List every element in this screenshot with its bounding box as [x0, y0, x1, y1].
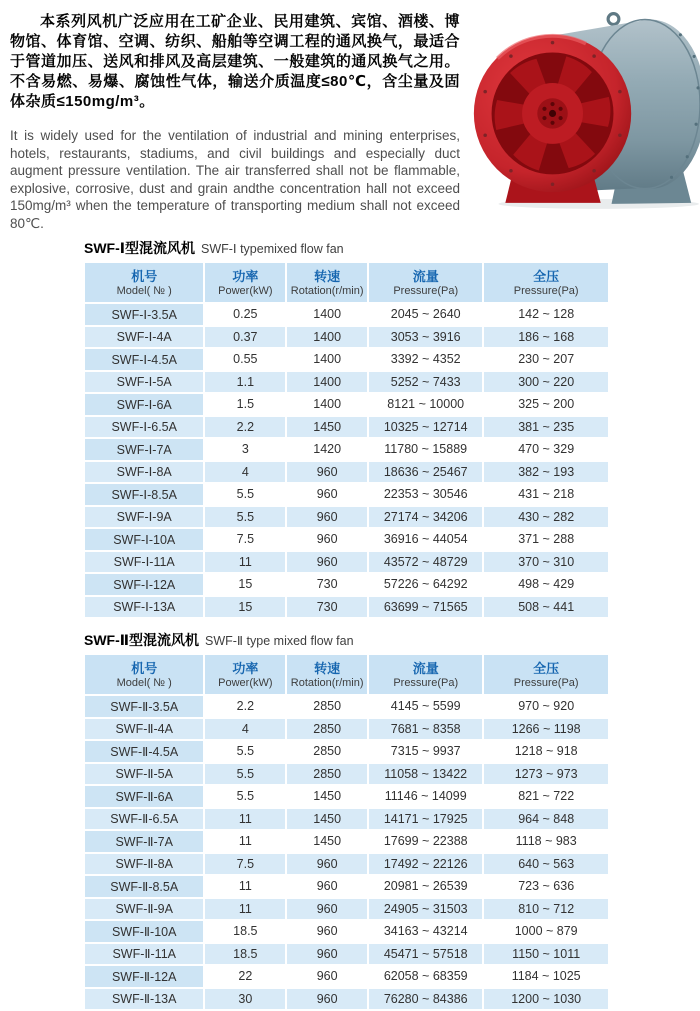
intro-section: [0, 0, 700, 240]
column-header-3: [369, 655, 482, 694]
value-cell: 4: [205, 719, 285, 740]
value-cell: 1150 ~ 1011: [484, 944, 608, 965]
table-row: [85, 854, 608, 875]
value-cell: 430 ~ 282: [484, 507, 608, 528]
column-header-0: [85, 655, 203, 694]
value-cell: 5.5: [205, 741, 285, 762]
model-cell: SWF-Ⅱ-5A: [85, 764, 203, 785]
value-cell: 960: [287, 966, 367, 987]
column-header-3: [369, 263, 482, 302]
value-cell: 36916 ~ 44054: [369, 529, 482, 550]
mixed-flow-fan-image: [466, 8, 700, 212]
value-cell: 960: [287, 854, 367, 875]
column-header-en: Rotation(r/min): [290, 677, 364, 689]
value-cell: 15: [205, 597, 285, 618]
column-header-zh: 流量: [412, 269, 439, 284]
value-cell: 5.5: [205, 786, 285, 807]
column-header-zh: 全压: [533, 661, 560, 676]
value-cell: 43572 ~ 48729: [369, 552, 482, 573]
model-cell: SWF-Ⅰ-9A: [85, 507, 203, 528]
value-cell: 960: [287, 899, 367, 920]
value-cell: 7681 ~ 8358: [369, 719, 482, 740]
column-header-zh: 功率: [232, 269, 259, 284]
value-cell: 5.5: [205, 764, 285, 785]
table-row: [85, 809, 608, 830]
value-cell: 20981 ~ 26539: [369, 876, 482, 897]
value-cell: 960: [287, 944, 367, 965]
model-cell: SWF-Ⅰ-6A: [85, 394, 203, 415]
value-cell: 1266 ~ 1198: [484, 719, 608, 740]
value-cell: 22: [205, 966, 285, 987]
value-cell: 3053 ~ 3916: [369, 327, 482, 348]
value-cell: 5.5: [205, 484, 285, 505]
table-title-en: SWF-Ⅰ typemixed flow fan: [200, 242, 344, 256]
column-header-2: [287, 263, 367, 302]
table-row: [85, 529, 608, 550]
table-row: [85, 349, 608, 370]
model-cell: SWF-Ⅱ-12A: [85, 966, 203, 987]
value-cell: 24905 ~ 31503: [369, 899, 482, 920]
value-cell: 11: [205, 552, 285, 573]
column-header-0: [85, 263, 203, 302]
product-photo-mixed-flow-fan: [460, 6, 700, 240]
table-row: [85, 764, 608, 785]
value-cell: 7.5: [205, 854, 285, 875]
table-row: [85, 417, 608, 438]
value-cell: 57226 ~ 64292: [369, 574, 482, 595]
table-title: [84, 632, 610, 650]
table-row: [85, 786, 608, 807]
value-cell: 470 ~ 329: [484, 439, 608, 460]
table-row: [85, 989, 608, 1010]
table-row: [85, 439, 608, 460]
column-header-1: [205, 263, 285, 302]
table-row: [85, 966, 608, 987]
table-title-en: SWF-Ⅱ type mixed flow fan: [205, 634, 354, 648]
value-cell: 0.37: [205, 327, 285, 348]
value-cell: 2045 ~ 2640: [369, 304, 482, 325]
value-cell: 62058 ~ 68359: [369, 966, 482, 987]
value-cell: 371 ~ 288: [484, 529, 608, 550]
value-cell: 1118 ~ 983: [484, 831, 608, 852]
model-cell: SWF-Ⅱ-7A: [85, 831, 203, 852]
value-cell: 2850: [287, 696, 367, 717]
model-cell: SWF-Ⅰ-5A: [85, 372, 203, 393]
intro-paragraph-zh: 本系列风机广泛应用在工矿企业、民用建筑、宾馆、酒楼、博物馆、体育馆、空调、纺织、船舶等空调工程的通风换气，最适合于管道加压、送风和排风及高层建筑、一般建筑的通风换气之用。不含易燃、易爆、腐蚀性气体，输送介质温度≤80℃，含尘量及固体杂质≤150mg/m³。: [10, 13, 460, 110]
column-header-4: [484, 655, 608, 694]
model-cell: SWF-Ⅱ-11A: [85, 944, 203, 965]
value-cell: 3: [205, 439, 285, 460]
table-row: [85, 462, 608, 483]
value-cell: 1400: [287, 372, 367, 393]
value-cell: 821 ~ 722: [484, 786, 608, 807]
value-cell: 325 ~ 200: [484, 394, 608, 415]
value-cell: 370 ~ 310: [484, 552, 608, 573]
table-row: [85, 741, 608, 762]
value-cell: 186 ~ 168: [484, 327, 608, 348]
value-cell: 960: [287, 484, 367, 505]
value-cell: 11: [205, 809, 285, 830]
value-cell: 30: [205, 989, 285, 1010]
model-cell: SWF-Ⅰ-7A: [85, 439, 203, 460]
value-cell: 142 ~ 128: [484, 304, 608, 325]
model-cell: SWF-Ⅰ-8A: [85, 462, 203, 483]
table-row: [85, 394, 608, 415]
value-cell: 5252 ~ 7433: [369, 372, 482, 393]
value-cell: 964 ~ 848: [484, 809, 608, 830]
column-header-zh: 功率: [232, 661, 259, 676]
value-cell: 0.55: [205, 349, 285, 370]
table-title-zh: SWF-Ⅰ型混流风机: [84, 240, 195, 256]
table-row: [85, 574, 608, 595]
model-cell: SWF-Ⅰ-3.5A: [85, 304, 203, 325]
value-cell: 1.5: [205, 394, 285, 415]
value-cell: 2850: [287, 719, 367, 740]
model-cell: SWF-Ⅱ-6.5A: [85, 809, 203, 830]
value-cell: 300 ~ 220: [484, 372, 608, 393]
value-cell: 230 ~ 207: [484, 349, 608, 370]
value-cell: 14171 ~ 17925: [369, 809, 482, 830]
table-row: [85, 944, 608, 965]
value-cell: 960: [287, 507, 367, 528]
column-header-en: Power(kW): [218, 285, 273, 297]
value-cell: 11058 ~ 13422: [369, 764, 482, 785]
value-cell: 382 ~ 193: [484, 462, 608, 483]
value-cell: 1400: [287, 304, 367, 325]
value-cell: 1400: [287, 349, 367, 370]
table-row: [85, 484, 608, 505]
value-cell: 18.5: [205, 921, 285, 942]
model-cell: SWF-Ⅰ-12A: [85, 574, 203, 595]
table-row: [85, 552, 608, 573]
value-cell: 431 ~ 218: [484, 484, 608, 505]
column-header-en: Pressure(Pa): [393, 677, 459, 689]
value-cell: 11: [205, 876, 285, 897]
value-cell: 960: [287, 921, 367, 942]
value-cell: 960: [287, 989, 367, 1010]
table-row: [85, 507, 608, 528]
value-cell: 4145 ~ 5599: [369, 696, 482, 717]
table-row: [85, 304, 608, 325]
spec-table-1: [83, 261, 610, 619]
value-cell: 18.5: [205, 944, 285, 965]
value-cell: 960: [287, 462, 367, 483]
value-cell: 2.2: [205, 696, 285, 717]
value-cell: 11: [205, 831, 285, 852]
value-cell: 1420: [287, 439, 367, 460]
value-cell: 0.25: [205, 304, 285, 325]
value-cell: 1450: [287, 786, 367, 807]
table-row: [85, 372, 608, 393]
column-header-en: Model( № ): [116, 285, 172, 297]
column-header-zh: 流量: [412, 661, 439, 676]
column-header-zh: 转速: [314, 269, 341, 284]
column-header-en: Pressure(Pa): [513, 285, 579, 297]
value-cell: 730: [287, 574, 367, 595]
value-cell: 11146 ~ 14099: [369, 786, 482, 807]
value-cell: 730: [287, 597, 367, 618]
value-cell: 7.5: [205, 529, 285, 550]
column-header-2: [287, 655, 367, 694]
value-cell: 11: [205, 899, 285, 920]
value-cell: 960: [287, 876, 367, 897]
value-cell: 1.1: [205, 372, 285, 393]
value-cell: 1200 ~ 1030: [484, 989, 608, 1010]
value-cell: 10325 ~ 12714: [369, 417, 482, 438]
value-cell: 1000 ~ 879: [484, 921, 608, 942]
intro-text-column: [10, 6, 460, 240]
value-cell: 723 ~ 636: [484, 876, 608, 897]
model-cell: SWF-Ⅰ-8.5A: [85, 484, 203, 505]
table-row: [85, 696, 608, 717]
model-cell: SWF-Ⅰ-6.5A: [85, 417, 203, 438]
value-cell: 45471 ~ 57518: [369, 944, 482, 965]
value-cell: 34163 ~ 43214: [369, 921, 482, 942]
value-cell: 508 ~ 441: [484, 597, 608, 618]
value-cell: 17699 ~ 22388: [369, 831, 482, 852]
model-cell: SWF-Ⅱ-3.5A: [85, 696, 203, 717]
value-cell: 1273 ~ 973: [484, 764, 608, 785]
model-cell: SWF-Ⅰ-10A: [85, 529, 203, 550]
column-header-zh: 机号: [131, 661, 158, 676]
value-cell: 1400: [287, 394, 367, 415]
value-cell: 498 ~ 429: [484, 574, 608, 595]
value-cell: 960: [287, 529, 367, 550]
spec-tables-container: [0, 240, 700, 1011]
table-row: [85, 597, 608, 618]
value-cell: 18636 ~ 25467: [369, 462, 482, 483]
model-cell: SWF-Ⅱ-9A: [85, 899, 203, 920]
model-cell: SWF-Ⅰ-13A: [85, 597, 203, 618]
value-cell: 1450: [287, 809, 367, 830]
value-cell: 1450: [287, 417, 367, 438]
value-cell: 15: [205, 574, 285, 595]
value-cell: 76280 ~ 84386: [369, 989, 482, 1010]
column-header-en: Rotation(r/min): [290, 285, 364, 297]
model-cell: SWF-Ⅰ-11A: [85, 552, 203, 573]
value-cell: 1400: [287, 327, 367, 348]
value-cell: 17492 ~ 22126: [369, 854, 482, 875]
model-cell: SWF-Ⅰ-4A: [85, 327, 203, 348]
value-cell: 381 ~ 235: [484, 417, 608, 438]
value-cell: 2.2: [205, 417, 285, 438]
value-cell: 8121 ~ 10000: [369, 394, 482, 415]
table-row: [85, 876, 608, 897]
column-header-en: Pressure(Pa): [513, 677, 579, 689]
column-header-zh: 全压: [533, 269, 560, 284]
value-cell: 63699 ~ 71565: [369, 597, 482, 618]
model-cell: SWF-Ⅱ-6A: [85, 786, 203, 807]
spec-table-2: [83, 653, 610, 1011]
value-cell: 4: [205, 462, 285, 483]
model-cell: SWF-Ⅱ-10A: [85, 921, 203, 942]
value-cell: 27174 ~ 34206: [369, 507, 482, 528]
value-cell: 22353 ~ 30546: [369, 484, 482, 505]
value-cell: 960: [287, 552, 367, 573]
value-cell: 1218 ~ 918: [484, 741, 608, 762]
table-row: [85, 921, 608, 942]
value-cell: 3392 ~ 4352: [369, 349, 482, 370]
value-cell: 1450: [287, 831, 367, 852]
model-cell: SWF-Ⅱ-4.5A: [85, 741, 203, 762]
value-cell: 1184 ~ 1025: [484, 966, 608, 987]
value-cell: 640 ~ 563: [484, 854, 608, 875]
model-cell: SWF-Ⅱ-8.5A: [85, 876, 203, 897]
table-row: [85, 899, 608, 920]
column-header-en: Pressure(Pa): [393, 285, 459, 297]
value-cell: 970 ~ 920: [484, 696, 608, 717]
table-row: [85, 831, 608, 852]
table-title-zh: SWF-Ⅱ型混流风机: [84, 632, 199, 648]
spec-section-2: [83, 632, 610, 1011]
value-cell: 2850: [287, 741, 367, 762]
model-cell: SWF-Ⅱ-8A: [85, 854, 203, 875]
value-cell: 2850: [287, 764, 367, 785]
value-cell: 810 ~ 712: [484, 899, 608, 920]
column-header-en: Power(kW): [218, 677, 273, 689]
intro-paragraph-en: It is widely used for the ventilation of industrial and mining enterprises, hotels, restaurants, stadiums, and civil buildings and especially duct augment pressure ventilation. The air transferred shall not be flammable, explosive, corrosive, dust and grain andthe concentration hall not exceed 150mg/m³ when the temperature of transporting medium shall not exceed 80℃.: [10, 128, 460, 231]
column-header-en: Model( № ): [116, 677, 172, 689]
column-header-zh: 机号: [131, 269, 158, 284]
table-title: [84, 240, 610, 258]
column-header-zh: 转速: [314, 661, 341, 676]
value-cell: 5.5: [205, 507, 285, 528]
column-header-1: [205, 655, 285, 694]
model-cell: SWF-Ⅱ-4A: [85, 719, 203, 740]
spec-section-1: [83, 240, 610, 619]
value-cell: 11780 ~ 15889: [369, 439, 482, 460]
model-cell: SWF-Ⅱ-13A: [85, 989, 203, 1010]
value-cell: 7315 ~ 9937: [369, 741, 482, 762]
table-row: [85, 719, 608, 740]
model-cell: SWF-Ⅰ-4.5A: [85, 349, 203, 370]
table-row: [85, 327, 608, 348]
column-header-4: [484, 263, 608, 302]
